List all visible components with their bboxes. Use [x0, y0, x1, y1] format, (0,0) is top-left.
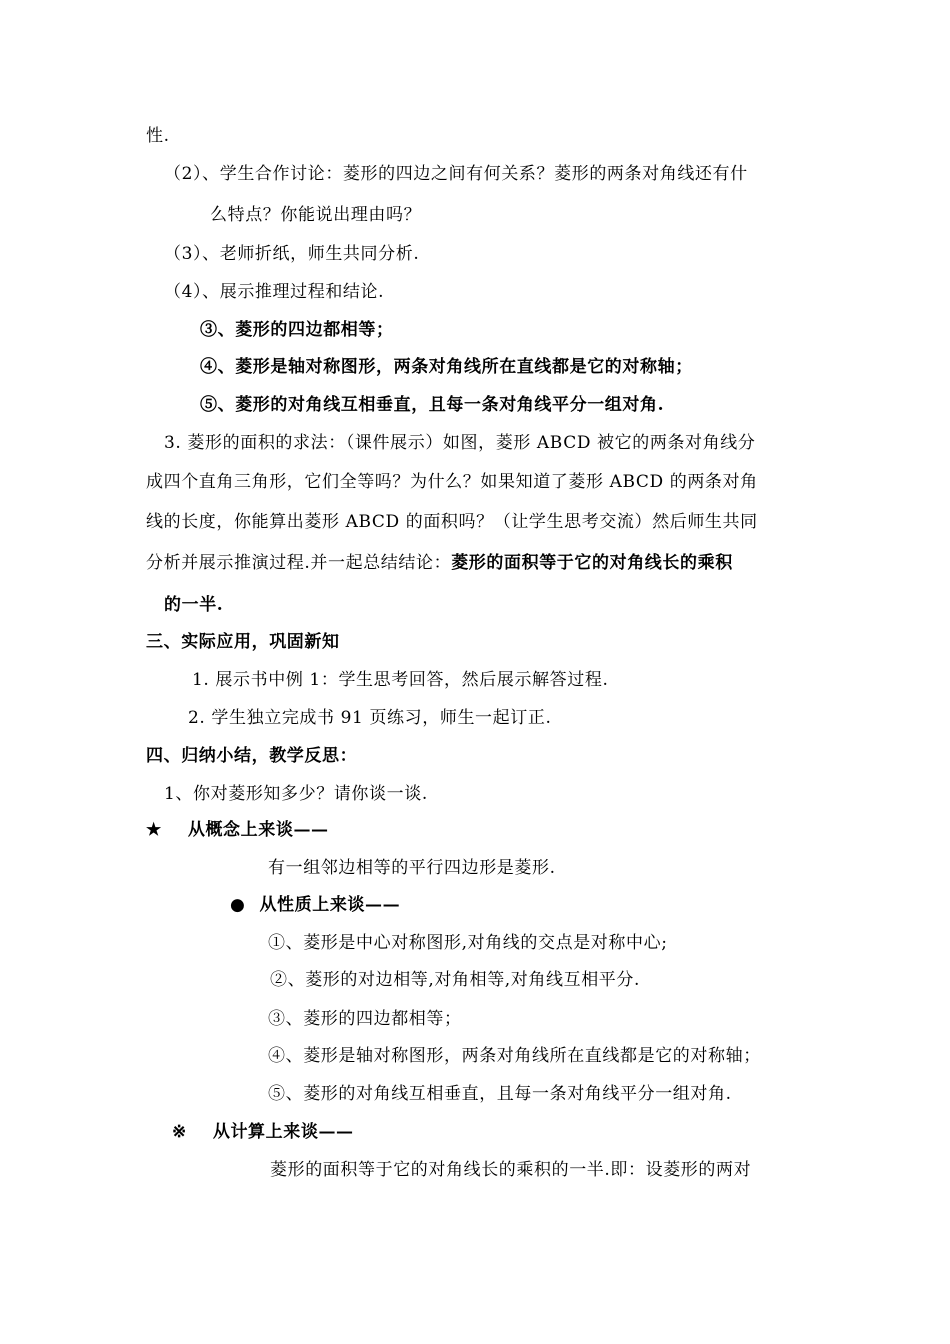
list-item: 1、你对菱形知多少？请你谈一谈. [164, 784, 428, 804]
text-line: （3）、老师折纸，师生共同分析. [164, 244, 420, 264]
star-icon: ★ [146, 820, 162, 840]
property-item-bold: ④、菱形是轴对称图形，两条对角线所在直线都是它的对称轴； [200, 357, 693, 377]
property-item: ③、菱形的四边都相等； [268, 1009, 462, 1029]
bullet-dot-icon: ● [230, 895, 246, 915]
list-item: 2. 学生独立完成书 91 页练习，师生一起订正. [188, 708, 552, 728]
section-heading: 四、归纳小结，教学反思： [146, 746, 358, 766]
text-line: （4）、展示推理过程和结论. [164, 282, 385, 302]
text-normal: 分析并展示推演过程.并一起总结结论： [146, 553, 452, 573]
text-line: 有一组邻边相等的平行四边形是菱形. [268, 858, 556, 878]
property-item-bold: ③、菱形的四边都相等； [200, 320, 394, 340]
property-item: ②、菱形的对边相等,对角相等,对角线互相平分. [270, 970, 641, 990]
reference-mark-icon: ※ [172, 1122, 187, 1142]
text-line: 成四个直角三角形，它们全等吗？为什么？如果知道了菱形 ABCD 的两条对角 [146, 472, 758, 492]
property-item-bold: ⑤、菱形的对角线互相垂直，且每一条对角线平分一组对角. [200, 395, 665, 415]
property-item: ⑤、菱形的对角线互相垂直，且每一条对角线平分一组对角. [268, 1084, 732, 1104]
text-line: 菱形的面积等于它的对角线长的乘积的一半.即：设菱形的两对 [270, 1160, 752, 1180]
text-line: 么特点？你能说出理由吗？ [210, 205, 422, 225]
text-bold-conclusion: 的一半. [164, 595, 224, 615]
text-line: （2）、学生合作讨论：菱形的四边之间有何关系？菱形的两条对角线还有什 [164, 164, 748, 184]
subheading [172, 1120, 354, 1144]
subheading-text: 从性质上来谈—— [259, 895, 401, 915]
subheading [146, 818, 329, 842]
subheading [230, 893, 400, 917]
list-item: 1. 展示书中例 1：学生思考回答，然后展示解答过程. [192, 670, 609, 690]
property-item: ①、菱形是中心对称图形,对角线的交点是对称中心; [268, 933, 668, 953]
subheading-text: 从概念上来谈—— [187, 820, 329, 840]
text-bold-conclusion: 菱形的面积等于它的对角线长的乘积 [451, 553, 733, 573]
text-line: 性. [146, 126, 170, 146]
text-line: 线的长度，你能算出菱形 ABCD 的面积吗？（让学生思考交流）然后师生共同 [146, 512, 758, 532]
text-line: 3. 菱形的面积的求法：（课件展示）如图，菱形 ABCD 被它的两条对角线分 [164, 433, 756, 453]
property-item: ④、菱形是轴对称图形，两条对角线所在直线都是它的对称轴； [268, 1046, 761, 1066]
subheading-text: 从计算上来谈—— [212, 1122, 354, 1142]
section-heading: 三、实际应用，巩固新知 [146, 632, 340, 652]
text-line [146, 551, 733, 575]
